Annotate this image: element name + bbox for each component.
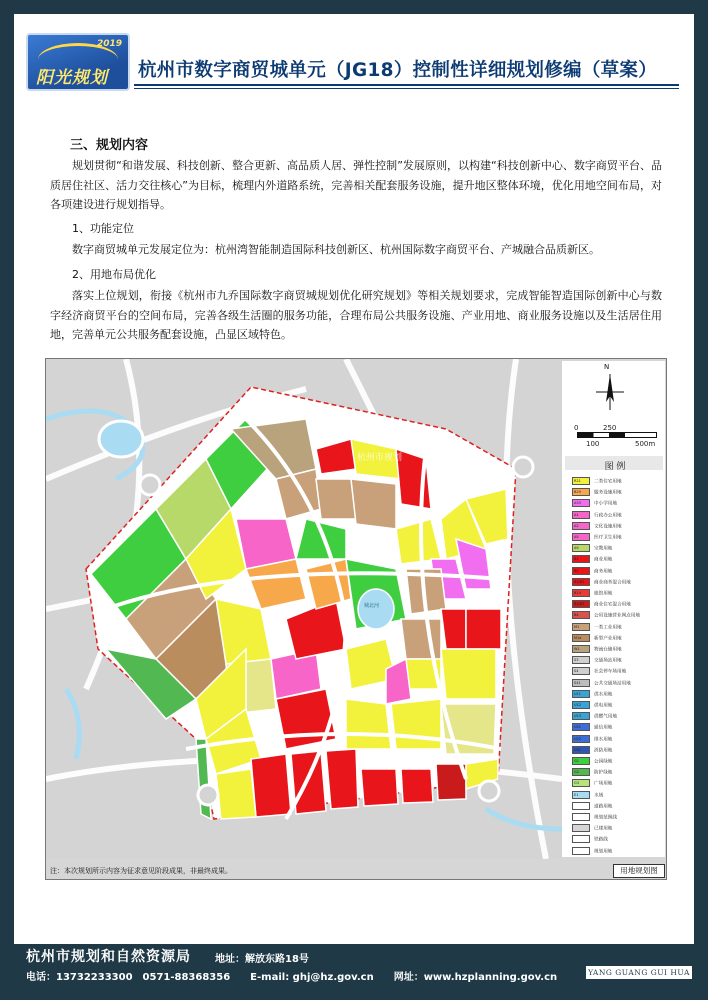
- legend-code: U13: [574, 714, 582, 719]
- legend-label: 行政办公用地: [594, 513, 622, 519]
- legend-item: [572, 835, 608, 843]
- legend-item: [572, 690, 612, 698]
- legend-code: U21: [574, 725, 582, 730]
- north-label: N: [604, 363, 610, 371]
- footer-org: 杭州市规划和自然资源局: [26, 949, 191, 965]
- legend-swatch: [572, 824, 590, 832]
- legend-code: M1a: [574, 635, 582, 640]
- legend-item: [572, 679, 631, 687]
- legend-code: B4: [574, 613, 579, 618]
- legend-item: [572, 768, 612, 776]
- legend-code: S3: [574, 658, 579, 663]
- legend-label: 消防用地: [594, 748, 613, 754]
- legend-label: 供电用地: [594, 703, 613, 709]
- legend-item: [572, 746, 612, 754]
- layout-paragraph: 落实上位规划，衔接《杭州市九乔国际数字商贸城规划优化研究规划》等相关规划要求，完成智能智造国际创新中心与数字经济商贸平台的空间布局，完善各级生活圈的服务功能，合理布局公共服务设施、产业用地、商业服务设施以及生活居住用地，完善单元公共服务配套设施，凸显区域特色。: [50, 289, 662, 341]
- legend-label: 水域: [594, 793, 604, 799]
- scale-tick-0: 0: [574, 424, 579, 432]
- legend-label: 规划用地: [594, 849, 613, 855]
- legend-item: [572, 544, 612, 552]
- legend-code: B1: [574, 557, 579, 562]
- legend-label: 物流仓储用地: [594, 647, 622, 653]
- lake-label: 城北河: [364, 603, 380, 609]
- legend-code: U31: [574, 747, 582, 752]
- legend-item: [572, 600, 631, 608]
- legend-item: [572, 589, 612, 597]
- scale-tick-500: 500m: [635, 440, 656, 448]
- page-title: 杭州市数字商贸城单元（JG18）控制性详细规划修编（草案）: [138, 60, 658, 81]
- legend-label: 广场用地: [594, 781, 613, 787]
- legend-code: U11: [574, 691, 582, 696]
- legend-item: [572, 611, 640, 619]
- legend-code: B1/R2: [574, 602, 585, 607]
- legend-code: U22: [574, 736, 582, 741]
- legend-code: E1: [574, 792, 579, 797]
- legend-item: [572, 723, 612, 731]
- legend-swatch: [572, 813, 590, 821]
- scale-tick-250: 250: [603, 424, 617, 432]
- footer-brand: YANG GUANG GUI HUA: [586, 966, 692, 979]
- map-tag: 用地规划图: [613, 864, 665, 878]
- legend-label: 二类住宅用地: [594, 479, 622, 485]
- legend-item: [572, 813, 617, 821]
- legend-item: [572, 623, 622, 631]
- legend-item: [572, 667, 626, 675]
- legend-code: G1: [574, 759, 579, 763]
- map-note: 注：本次规划所示内容为征求意见阶段成果，非最终成果。: [50, 867, 232, 875]
- legend-label: 通信用地: [594, 725, 613, 731]
- header-divider-thin: [134, 88, 679, 89]
- legend-code: A2: [574, 523, 579, 528]
- legend-code: M1: [574, 624, 580, 629]
- legend-item: [572, 712, 617, 720]
- legend-item: [572, 824, 612, 832]
- legend-label: 供水用地: [594, 692, 613, 698]
- legend-code: B2: [574, 568, 579, 573]
- legend-label: 公园绿地: [594, 759, 613, 765]
- scale-bar: [577, 432, 657, 438]
- legend-label: 道路用地: [594, 804, 613, 810]
- legend-item: [572, 522, 622, 530]
- legend-label: 旅馆用地: [594, 591, 613, 597]
- legend-label: 防护绿地: [594, 770, 613, 776]
- legend-item: [572, 578, 631, 586]
- legend-item: [572, 555, 612, 563]
- legend-label: 宗教用地: [594, 546, 613, 552]
- intro-paragraph: 规划贯彻“和谐发展、科技创新、整合更新、高品质人居、弹性控制”发展原则，以构建“科技创新中心、数字商贸平台、品质居住社区、活力交往核心”为目标，梳理内外道路系统，完善相关配套服务设施，提升地区整体环境，优化用地空间布局，对各项建设进行规划指导。: [50, 159, 662, 211]
- legend-label: 排水用地: [594, 737, 613, 743]
- legend-code: U12: [574, 703, 582, 707]
- legend-item: [572, 567, 612, 575]
- legend-code: S41: [574, 680, 581, 685]
- legend-title: 图 例: [604, 462, 626, 472]
- legend-label: 商业住宅混合用地: [594, 602, 631, 608]
- legend-item: [572, 488, 622, 496]
- subheading-positioning: 1、功能定位: [72, 222, 134, 235]
- subheading-layout: 2、用地布局优化: [72, 268, 156, 281]
- section-title: 三、规划内容: [70, 138, 149, 153]
- legend-code: A5: [574, 535, 579, 539]
- scale-tick-100: 100: [586, 440, 600, 448]
- legend-code: B29: [574, 490, 581, 495]
- legend-code: G3: [574, 781, 579, 786]
- map-watermark: 杭州市规划: [357, 453, 403, 463]
- legend-label: 医疗卫生用地: [594, 535, 622, 541]
- footer-address: 地址：解放东路18号: [215, 954, 309, 965]
- legend-label: 规划范围线: [594, 815, 617, 821]
- legend-swatch: [572, 847, 590, 855]
- legend-code: S4: [574, 669, 579, 674]
- legend-item: [572, 533, 622, 541]
- legend-label: 供燃气用地: [594, 714, 617, 720]
- legend-item: [572, 847, 612, 855]
- legend-item: [572, 701, 612, 709]
- legend-label: 交通场站用地: [594, 658, 622, 664]
- legend-item: [572, 656, 622, 664]
- legend-code: A33: [574, 501, 581, 506]
- legend-item: [572, 802, 612, 810]
- legend-code: A9: [574, 546, 579, 551]
- header-divider: [134, 84, 679, 86]
- legend-label: 中小学用地: [594, 501, 617, 507]
- legend-label: 一类工业用地: [594, 625, 622, 631]
- land-use-map-drawing: [46, 359, 562, 859]
- legend-code: R21: [574, 479, 581, 483]
- legend-code: A1: [574, 512, 579, 517]
- legend-item: [572, 645, 622, 653]
- legend-item: [572, 499, 617, 507]
- legend-label: 服务设施用地: [594, 490, 622, 496]
- legend-label: 社会停车场用地: [594, 669, 627, 675]
- legend-label: 商业用地: [594, 557, 613, 563]
- legend-code: B1/B2: [574, 579, 585, 584]
- legend-item: [572, 511, 622, 519]
- legend-item: [572, 477, 622, 485]
- legend-label: 公共交通场站用地: [594, 681, 631, 687]
- legend-code: G2: [574, 770, 579, 775]
- legend-code: W1: [574, 647, 580, 651]
- footer-contact: 电话：13732233300 0571-88368356 E-mail: ghj@hz.gov.cn 网址：www.hzplanning.gov.cn: [26, 972, 558, 983]
- legend-label: 新型产业用地: [594, 636, 622, 642]
- legend-label: 公用设施营业网点用地: [594, 613, 640, 619]
- brand-logo: [26, 33, 130, 91]
- legend-label: 铁路线: [594, 837, 608, 843]
- legend-item: [572, 791, 603, 799]
- legend-item: [572, 757, 612, 765]
- logo-text: 阳光规划: [36, 68, 108, 88]
- positioning-paragraph: 数字商贸城单元发展定位为：杭州湾智能制造国际科技创新区、杭州国际数字商贸平台、产城融合品质新区。: [72, 243, 600, 256]
- legend-label: 商务用地: [594, 569, 613, 575]
- legend-label: 商业商务混合用地: [594, 580, 631, 586]
- legend-swatch: [572, 835, 590, 843]
- legend-code: B14: [574, 591, 581, 595]
- legend-swatch: [572, 802, 590, 810]
- legend-label: 已建用地: [594, 826, 613, 832]
- logo-year: 2019: [96, 39, 122, 49]
- north-arrow-icon: [590, 364, 630, 414]
- legend-item: [572, 634, 622, 642]
- legend-item: [572, 735, 612, 743]
- legend-label: 文化设施用地: [594, 524, 622, 530]
- legend-item: [572, 779, 612, 787]
